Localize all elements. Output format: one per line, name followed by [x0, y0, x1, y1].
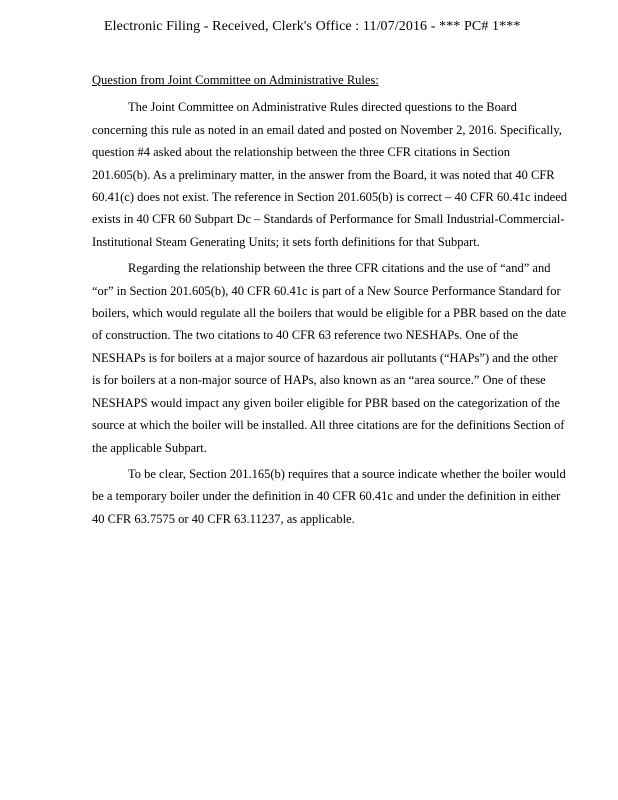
paragraph-3: To be clear, Section 201.165(b) requires that a source indicate whether the boiler would be a temporary boiler under the definition in 40 CFR 60.41c and under the definition in either 40 CFR 63.7575 or 40 CFR 63.11237, as applicable. — [92, 466, 566, 526]
paragraph-1: The Joint Committee on Administrative Rules directed questions to the Board concerning this rule as noted in an email dated and posted on November 2, 2016. Specifically, question #4 asked about the relationship between the three CFR citations in Section 201.605(b). As a preliminary matter, in the answer from the Board, it was noted that 40 CFR 60.41(c) does not exist. The reference in Section 201.605(b) is correct – 40 CFR 60.41c indeed exists in 40 CFR 60 Subpart Dc – Standards of Performance for Small Industrial-Commercial-Institutional Steam Generating Units; it sets forth definitions for that Subpart. — [92, 100, 567, 249]
paragraph-2: Regarding the relationship between the three CFR citations and the use of “and” and “or” in Section 201.605(b), 40 CFR 60.41c is part of a New Source Performance Standard for boilers, which would regulate all the boilers that would be eligible for a PBR based on the date of construction. The two citations to 40 CFR 63 reference two NESHAPs. One of the NESHAPs is for boilers at a major source of hazardous air pollutants (“HAPs”) and the other is for boilers at a non-major source of HAPs, also known as an “area source.” One of these NESHAPS would impact any given boiler eligible for PBR based on the categorization of the source at which the boiler will be installed. All three citations are for the definitions Section of the applicable Subpart. — [92, 261, 567, 455]
section-heading: Question from Joint Committee on Administrative Rules: — [92, 73, 379, 87]
filing-stamp-header: Electronic Filing - Received, Clerk's Office : 11/07/2016 - *** PC# 1*** — [104, 19, 521, 34]
document-body — [92, 69, 568, 534]
